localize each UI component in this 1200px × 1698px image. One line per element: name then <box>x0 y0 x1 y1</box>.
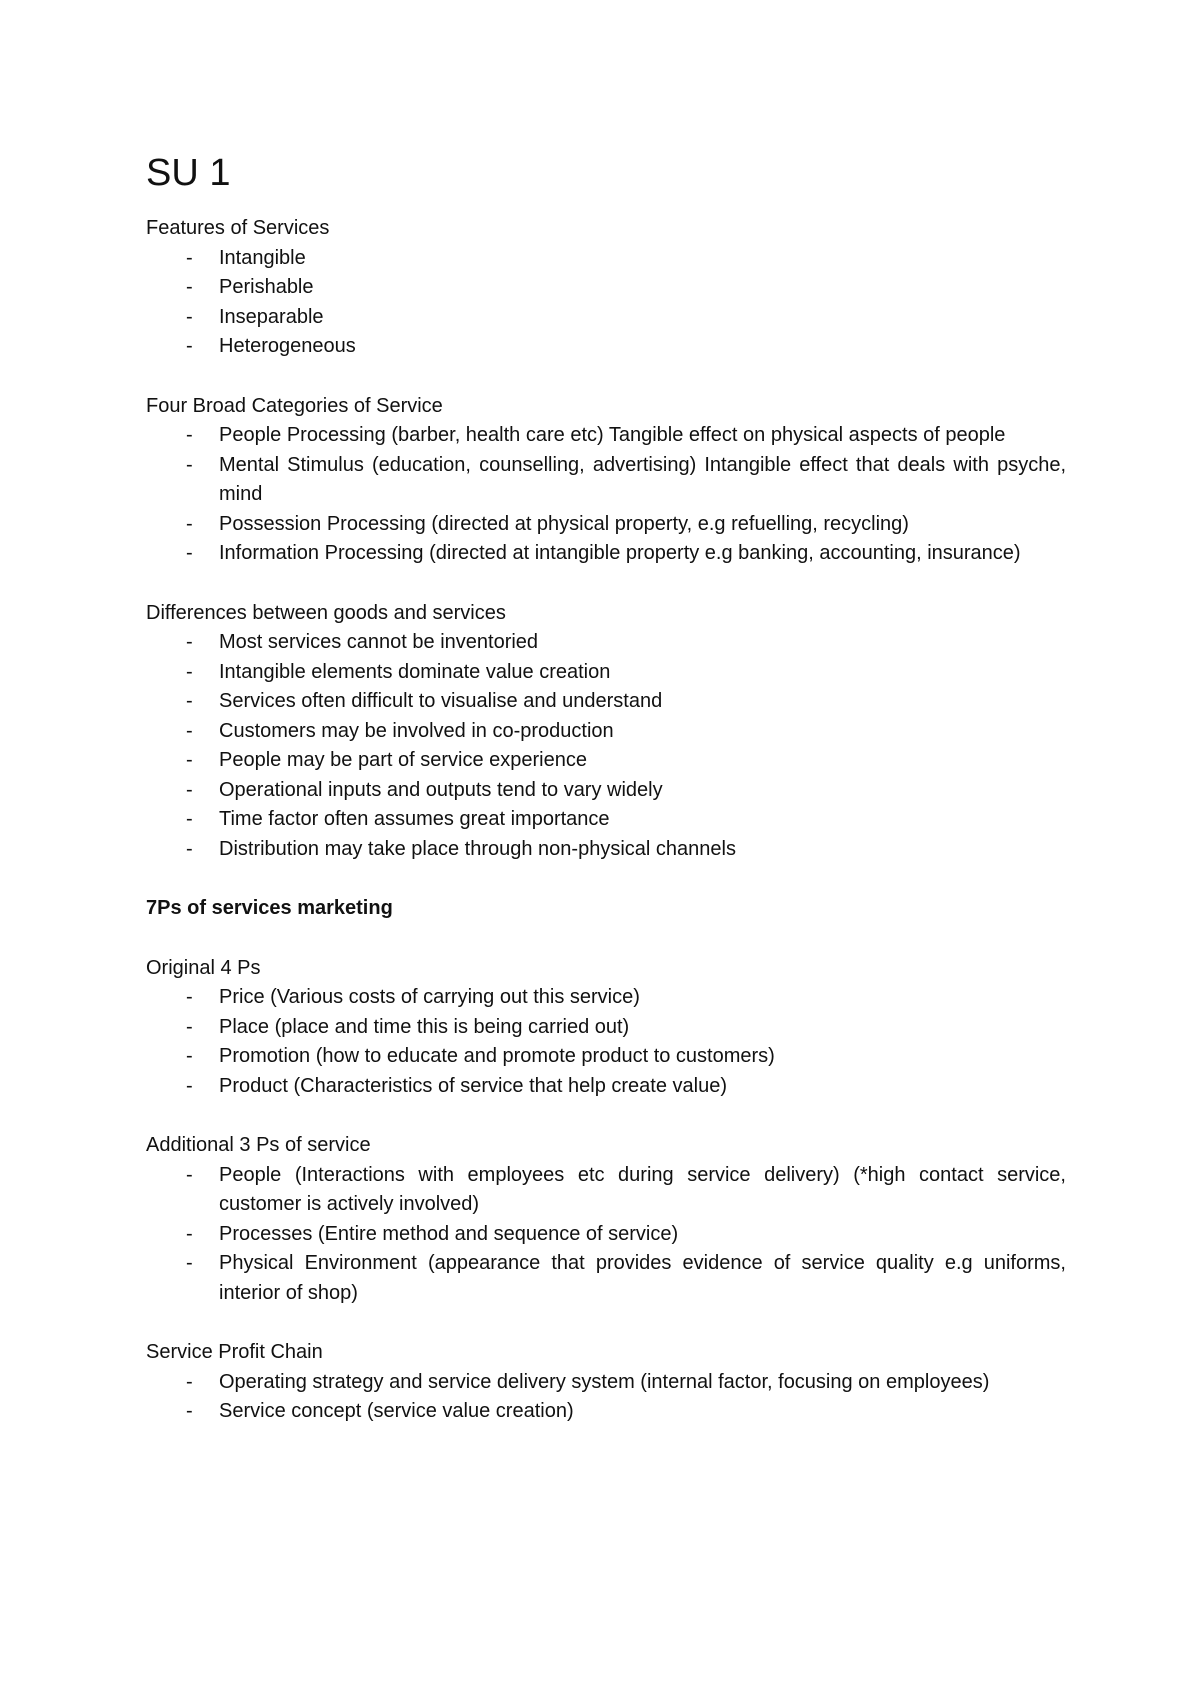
section-original-4-ps <box>146 954 1066 1102</box>
dash-bullet-icon: - <box>186 1222 193 1245</box>
section-features-of-services <box>146 214 1066 362</box>
list-item <box>146 1161 1066 1220</box>
sections-group-a <box>146 214 1066 864</box>
dash-bullet-icon: - <box>186 335 193 357</box>
dash-bullet-icon: - <box>186 305 193 328</box>
bullet-list <box>146 628 1066 864</box>
dash-bullet-icon: - <box>186 512 193 535</box>
list-item-text: Service concept (service value creation) <box>219 1400 574 1422</box>
dash-bullet-icon: - <box>186 1045 193 1067</box>
list-item-text: Heterogeneous <box>219 335 356 357</box>
list-item-text: Time factor often assumes great importance <box>219 808 610 830</box>
list-item <box>146 1220 1066 1250</box>
list-item <box>146 805 1066 835</box>
seven-ps-heading-block <box>146 894 1066 924</box>
bullet-list <box>146 421 1066 569</box>
list-item <box>146 539 1066 569</box>
dash-bullet-icon: - <box>186 808 193 830</box>
list-item-text: Mental Stimulus (education, counselling, advertising) Intangible effect that deals with psyche, mind <box>219 453 1066 505</box>
document-title: SU 1 <box>146 152 231 194</box>
list-item <box>146 746 1066 776</box>
list-item-text: People (Interactions with employees etc during service delivery) (*high contact service, customer is actively involved) <box>219 1163 1066 1215</box>
list-item-text: Intangible elements dominate value creation <box>219 660 611 683</box>
list-item-text: Possession Processing (directed at physical property, e.g refuelling, recycling) <box>219 512 909 535</box>
list-item-text: Perishable <box>219 276 314 298</box>
list-item <box>146 510 1066 540</box>
dash-bullet-icon: - <box>186 690 193 712</box>
section-service-profit-chain <box>146 1338 1066 1427</box>
list-item-text: Operating strategy and service delivery system (internal factor, focusing on employees) <box>219 1370 990 1393</box>
list-item <box>146 332 1066 362</box>
dash-bullet-icon: - <box>186 276 193 298</box>
section-heading: Additional 3 Ps of service <box>146 1134 371 1156</box>
list-item-text: Most services cannot be inventoried <box>219 631 539 653</box>
list-item-text: Operational inputs and outputs tend to vary widely <box>219 778 663 801</box>
list-item <box>146 1013 1066 1043</box>
section-heading: Service Profit Chain <box>146 1341 323 1363</box>
dash-bullet-icon: - <box>186 246 193 269</box>
dash-bullet-icon: - <box>186 453 193 476</box>
list-item-text: People Processing (barber, health care etc) Tangible effect on physical aspects of people <box>219 424 1006 446</box>
list-item-text: Customers may be involved in co-production <box>219 719 614 742</box>
list-item-text: Distribution may take place through non-physical channels <box>219 837 736 860</box>
section-heading: Four Broad Categories of Service <box>146 394 443 417</box>
sections-group-b <box>146 954 1066 1427</box>
dash-bullet-icon: - <box>186 1015 193 1038</box>
dash-bullet-icon: - <box>186 837 193 860</box>
dash-bullet-icon: - <box>186 631 193 653</box>
list-item <box>146 1249 1066 1308</box>
bullet-list <box>146 983 1066 1101</box>
list-item <box>146 717 1066 747</box>
bullet-list <box>146 244 1066 362</box>
dash-bullet-icon: - <box>186 542 193 564</box>
section-heading: Features of Services <box>146 217 330 239</box>
list-item-text: Intangible <box>219 246 306 269</box>
list-item <box>146 1368 1066 1398</box>
list-item <box>146 1397 1066 1427</box>
list-item-text: Promotion (how to educate and promote product to customers) <box>219 1045 775 1067</box>
dash-bullet-icon: - <box>186 1074 193 1097</box>
dash-bullet-icon: - <box>186 1252 193 1274</box>
list-item-text: Processes (Entire method and sequence of service) <box>219 1222 679 1245</box>
list-item <box>146 835 1066 865</box>
list-item <box>146 687 1066 717</box>
section-differences-between-goods-and-services <box>146 599 1066 865</box>
bullet-list <box>146 1161 1066 1309</box>
list-item <box>146 421 1066 451</box>
dash-bullet-icon: - <box>186 778 193 801</box>
section-heading: Differences between goods and services <box>146 601 506 624</box>
list-item <box>146 1072 1066 1102</box>
dash-bullet-icon: - <box>186 660 193 683</box>
dash-bullet-icon: - <box>186 749 193 771</box>
document-page <box>146 150 1066 1457</box>
section-additional-3-ps-of-service <box>146 1131 1066 1308</box>
list-item <box>146 776 1066 806</box>
seven-ps-heading: 7Ps of services marketing <box>146 897 393 919</box>
list-item <box>146 244 1066 274</box>
list-item-text: Place (place and time this is being carried out) <box>219 1015 630 1038</box>
list-item-text: Product (Characteristics of service that help create value) <box>219 1074 727 1097</box>
dash-bullet-icon: - <box>186 1370 193 1393</box>
section-four-broad-categories-of-service <box>146 392 1066 569</box>
list-item <box>146 303 1066 333</box>
bullet-list <box>146 1368 1066 1427</box>
list-item <box>146 983 1066 1013</box>
dash-bullet-icon: - <box>186 986 193 1008</box>
list-item-text: Physical Environment (appearance that provides evidence of service quality e.g uniforms, interior of shop) <box>219 1252 1066 1304</box>
dash-bullet-icon: - <box>186 719 193 742</box>
dash-bullet-icon: - <box>186 1163 193 1186</box>
section-heading: Original 4 Ps <box>146 956 261 979</box>
list-item-text: People may be part of service experience <box>219 749 587 771</box>
list-item <box>146 658 1066 688</box>
list-item-text: Services often difficult to visualise and understand <box>219 690 663 712</box>
list-item <box>146 273 1066 303</box>
list-item <box>146 451 1066 510</box>
dash-bullet-icon: - <box>186 1400 193 1422</box>
list-item <box>146 628 1066 658</box>
list-item-text: Information Processing (directed at intangible property e.g banking, accounting, insurance) <box>219 542 1021 564</box>
dash-bullet-icon: - <box>186 424 193 446</box>
list-item <box>146 1042 1066 1072</box>
list-item-text: Price (Various costs of carrying out this service) <box>219 986 640 1008</box>
list-item-text: Inseparable <box>219 305 324 328</box>
